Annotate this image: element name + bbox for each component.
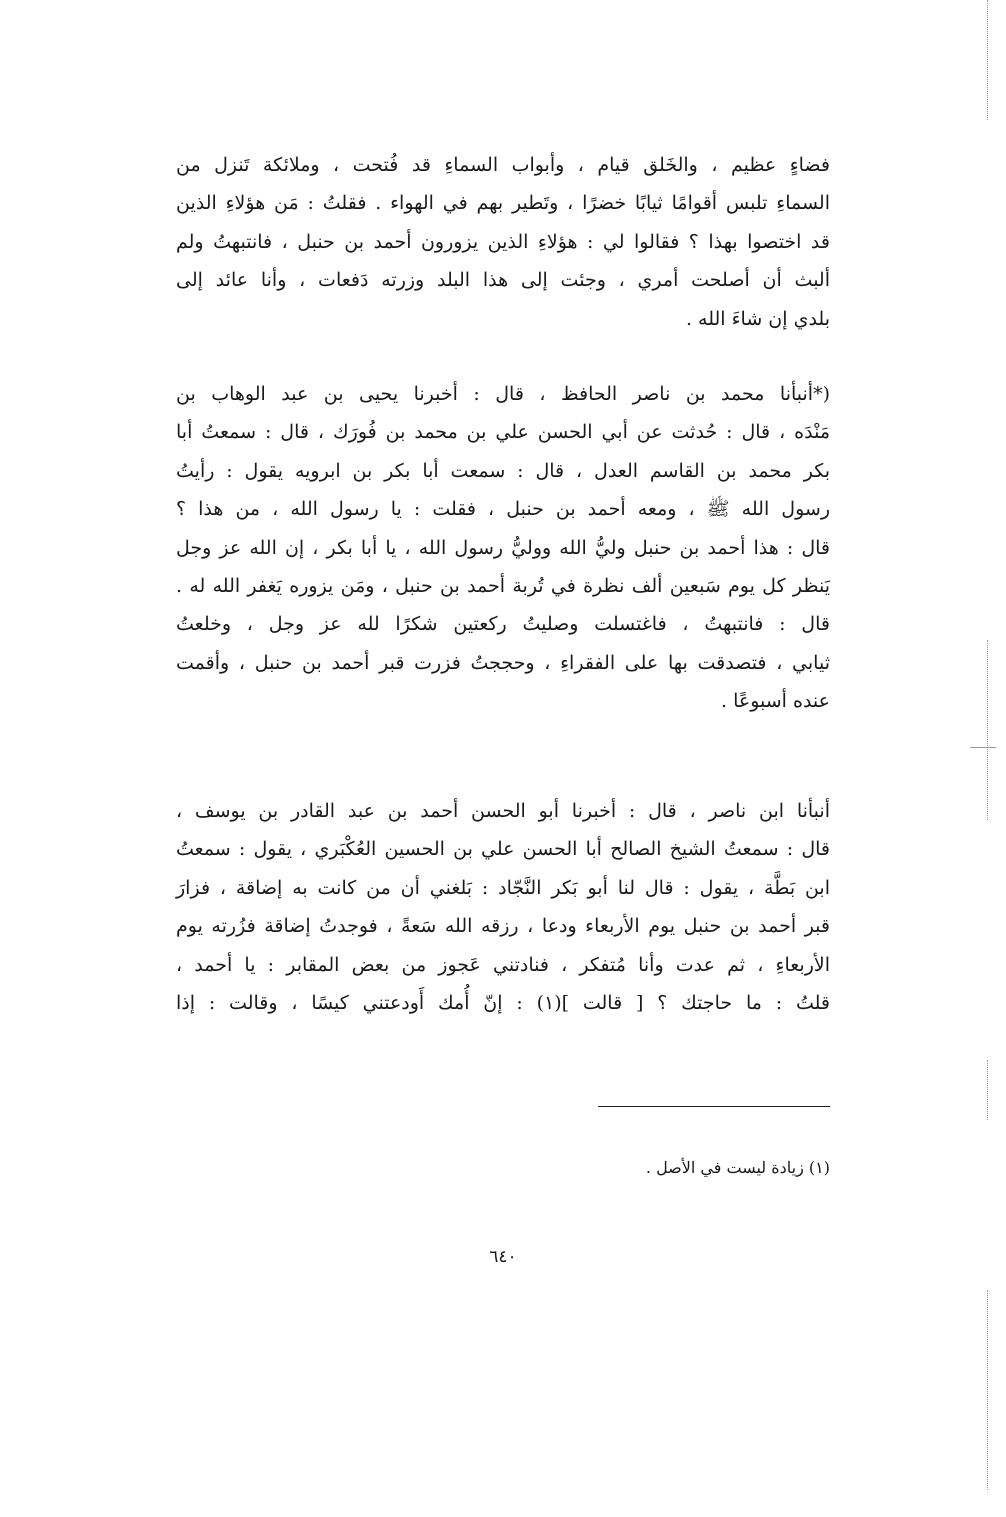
scan-edge-mark xyxy=(987,640,988,820)
scan-edge-tick xyxy=(970,747,996,748)
text-line: قال : فانتبهتُ ، فاغتسلت وصليتُ ركعتين شكرًا لله عز وجل ، وخلعتُ xyxy=(176,613,830,636)
text-line: قال : هذا أحمد بن حنبل وليُّ الله ووليُّ رسول الله ، يا أبا بكر ، إن الله عز وجل xyxy=(176,536,830,559)
footnote: (١) زيادة ليست في الأصل . xyxy=(645,1158,830,1177)
text-line: قال : سمعتُ الشيخ الصالح أبا الحسن علي بن الحسين العُكْبَري ، يقول : سمعتُ xyxy=(176,838,830,861)
text-line: أنبأنا ابن ناصر ، قال : أخبرنا أبو الحسن أحمد بن عبد القادر بن يوسف ، xyxy=(176,800,830,822)
paragraph-3 xyxy=(176,792,830,1022)
scan-edge-mark xyxy=(987,1060,988,1120)
page-number: ٦٤٠ xyxy=(489,1247,517,1267)
text-line: السماءِ تلبس أقوامًا ثيابًا خضرًا ، وتَطير بهم في الهواء . فقلتُ : مَن هؤلاءِ الذين xyxy=(176,192,830,215)
text-line: الأربعاءِ ، ثم عدت وأنا مُتفكر ، فنادتني عَجوز من بعض المقابر : يا أحمد ، xyxy=(176,953,830,976)
text-line: قلتُ : ما حاجتك ؟ [ قالت ](١) : إنّ أُمك أَودعتني كيسًا ، وقالت : إذا xyxy=(176,992,830,1015)
text-line: رسول الله ﷺ ، ومعه أحمد بن حنبل ، فقلت : يا رسول الله ، من هذا ؟ xyxy=(176,498,830,521)
text-line: فضاءٍ عظيم ، والخَلق قيام ، وأبواب السماءِ قد فُتحت ، وملائكة تَنزل من xyxy=(176,154,830,176)
text-line: بكر محمد بن القاسم العدل ، قال : سمعت أبا بكر بن ابرويه يقول : رأيتُ xyxy=(176,459,830,482)
text-line: قد اختصوا بهذا ؟ فقالوا لي : هؤلاءِ الذين يزورون أحمد بن حنبل ، فانتبهتُ ولم xyxy=(176,230,830,253)
paragraph-1 xyxy=(176,146,830,338)
text-line: (*أنبأنا محمد بن ناصر الحافظ ، قال : أخبرنا يحيى بن عبد الوهاب بن xyxy=(176,383,830,405)
scan-edge-mark xyxy=(987,0,988,120)
scan-edge-mark xyxy=(987,1290,988,1490)
footnote-separator xyxy=(598,1106,830,1107)
text-line: يَنظر كل يوم سَبعين ألف نظرة في تُربة أحمد بن حنبل ، ومَن يزوره يَغفر الله له . xyxy=(176,575,830,598)
text-line: ألبث أن أصلحت أمري ، وجئت إلى هذا البلد وزرته دَفعات ، وأنا عائد إلى xyxy=(176,269,830,292)
text-line: ثيابي ، فتصدقت بها على الفقراءِ ، وحججتُ فزرت قبر أحمد بن حنبل ، وأقمت xyxy=(176,651,830,674)
text-line: قبر أحمد بن حنبل يوم الأربعاء ودعا ، رزقه الله سَعةً ، فوجدتُ إضاقة فزُرته يوم xyxy=(176,915,830,938)
text-line: مَنْدَه ، قال : حُدثت عن أبي الحسن علي بن محمد بن فُورَك ، قال : سمعتُ أبا xyxy=(176,421,830,444)
text-line: بلدي إن شاءَ الله . xyxy=(685,307,830,330)
paragraph-2 xyxy=(176,375,830,721)
text-line: عنده أسبوعًا . xyxy=(721,690,830,713)
text-line: ابن بَطَّة ، يقول : قال لنا أبو بَكر النَّجّاد : بَلغني أن من كانت به إضاقة ، فزارَ xyxy=(176,876,830,899)
